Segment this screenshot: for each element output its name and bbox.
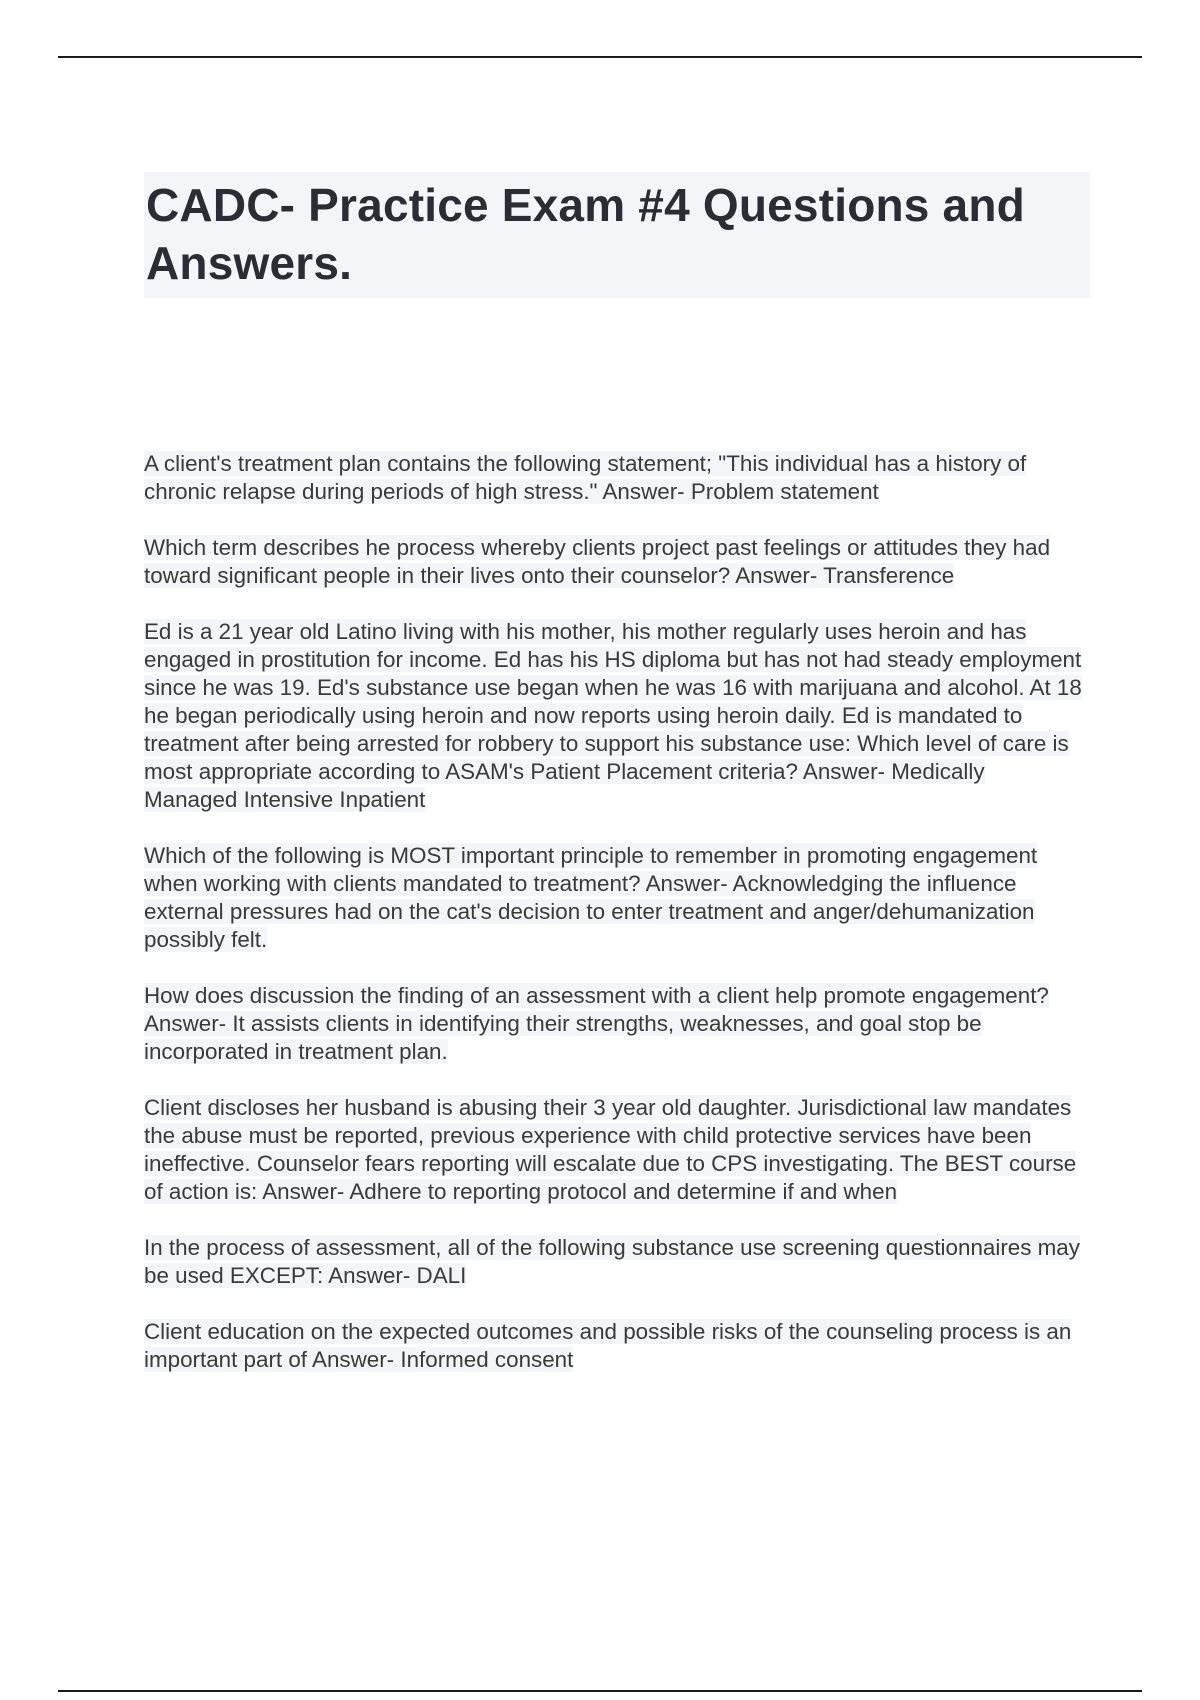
qa-text: Client discloses her husband is abusing their 3 year old daughter. Jurisdictional law mandates the abuse must be reported, previous experience with child protective services have been ineffective. Counselor fears reporting will escalate due to CPS investigating. The BEST course of action is: Answer- Adhere to reporting protocol and determine if and when xyxy=(144,1095,1077,1204)
qa-item xyxy=(144,450,1084,506)
qa-text: Client education on the expected outcomes and possible risks of the counseling process is an important part of Answer- Informed consent xyxy=(144,1319,1072,1372)
qa-item xyxy=(144,1318,1084,1374)
qa-item xyxy=(144,1094,1084,1206)
qa-list xyxy=(144,450,1084,1402)
qa-text: In the process of assessment, all of the following substance use screening questionnaires may be used EXCEPT: Answer- DALI xyxy=(144,1235,1080,1288)
title-block xyxy=(144,172,1090,298)
qa-text: Which term describes he process whereby clients project past feelings or attitudes they had toward significant people in their lives onto their counselor? Answer- Transference xyxy=(144,535,1051,588)
qa-text: A client's treatment plan contains the following statement; "This individual has a history of chronic relapse during periods of high stress." Answer- Problem statement xyxy=(144,451,1027,504)
qa-text: Ed is a 21 year old Latino living with his mother, his mother regularly uses heroin and has engaged in prostitution for income. Ed has his HS diploma but has not had steady employment since he was 19. Ed's substance use began when he was 16 with marijuana and alcohol. At 18 he began periodically using heroin and now reports using heroin daily. Ed is mandated to treatment after being arrested for robbery to support his substance use: Which level of care is most appropriate according to ASAM's Patient Placement criteria? Answer- Medically Managed Intensive Inpatient xyxy=(144,619,1082,812)
page-title: CADC- Practice Exam #4 Questions and Answers. xyxy=(146,179,1025,289)
footer-rule xyxy=(58,1690,1142,1692)
qa-item xyxy=(144,618,1084,814)
qa-item xyxy=(144,1234,1084,1290)
header-rule xyxy=(58,56,1142,58)
qa-item xyxy=(144,842,1084,954)
qa-item xyxy=(144,534,1084,590)
qa-text: Which of the following is MOST important principle to remember in promoting engagement when working with clients mandated to treatment? Answer- Acknowledging the influence external pressures had on the cat's decision to enter treatment and anger/dehumanization possibly felt. xyxy=(144,843,1038,952)
qa-text: How does discussion the finding of an assessment with a client help promote engagement? Answer- It assists clients in identifying their strengths, weaknesses, and goal stop be incorporated in treatment plan. xyxy=(144,983,1049,1064)
qa-item xyxy=(144,982,1084,1066)
